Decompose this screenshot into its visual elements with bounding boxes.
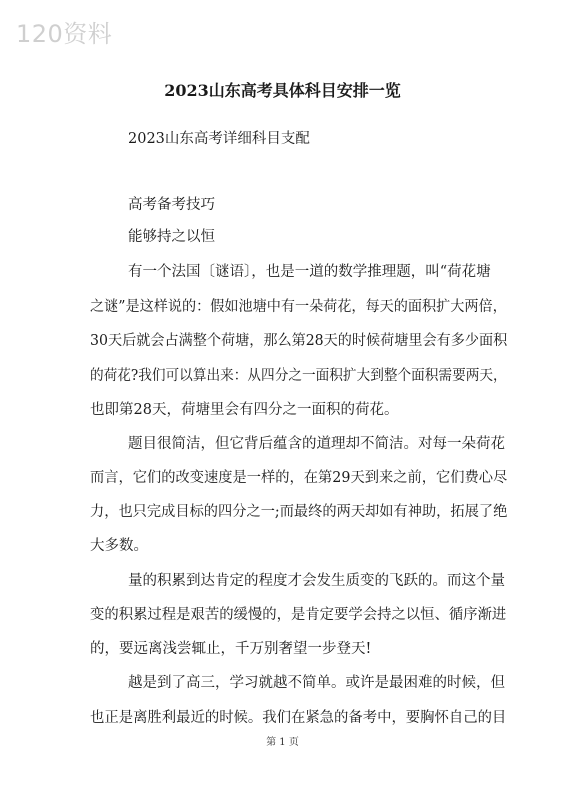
subsection-heading: 能够持之以恒 <box>128 229 215 245</box>
page-number: 第 1 页 <box>266 737 299 748</box>
subtitle: 2023山东高考详细科目支配 <box>128 131 310 147</box>
paragraph-line: 力，也只完成目标的四分之一;而最终的两天却如有神助，拓展了绝 <box>90 504 508 520</box>
paragraph-line: 也正是离胜利最近的时候。我们在紧急的备考中，要胸怀自己的目 <box>90 710 507 726</box>
paragraph-line: 量的积累到达肯定的程度才会发生质变的飞跃的。而这个量 <box>128 573 505 589</box>
paragraph-line: 变的积累过程是艰苦的缓慢的，是肯定要学会持之以恒、循序渐进 <box>90 607 507 623</box>
paragraph-line: 题目很简洁，但它背后蕴含的道理却不简洁。对每一朵荷花 <box>128 436 505 452</box>
watermark-logo: 120资料 <box>16 20 113 48</box>
page-title: 2023山东高考具体科目安排一览 <box>164 81 401 100</box>
paragraph-line: 之谜”是这样说的：假如池塘中有一朵荷花，每天的面积扩大两倍， <box>90 299 507 315</box>
paragraph-line: 而言，它们的改变速度是一样的，在第29天到来之前，它们费心尽 <box>90 470 508 486</box>
section-heading: 高考备考技巧 <box>128 197 215 213</box>
paragraph-line: 的荷花?我们可以算出来：从四分之一面积扩大到整个面积需要两天， <box>90 368 507 384</box>
paragraph-line: 有一个法国〔谜语〕，也是一道的数学推理题，叫“荷花塘 <box>128 264 491 280</box>
paragraph-line: 越是到了高三，学习就越不简单。或许是最困难的时候，但 <box>128 675 505 691</box>
paragraph-line: 也即第28天，荷塘里会有四分之一面积的荷花。 <box>90 402 399 418</box>
paragraph-line: 大多数。 <box>90 538 148 554</box>
paragraph-line: 的，要远离浅尝辄止，千万别奢望一步登天! <box>90 641 372 657</box>
paragraph-line: 30天后就会占满整个荷塘，那么第28天的时候荷塘里会有多少面积 <box>90 333 508 349</box>
